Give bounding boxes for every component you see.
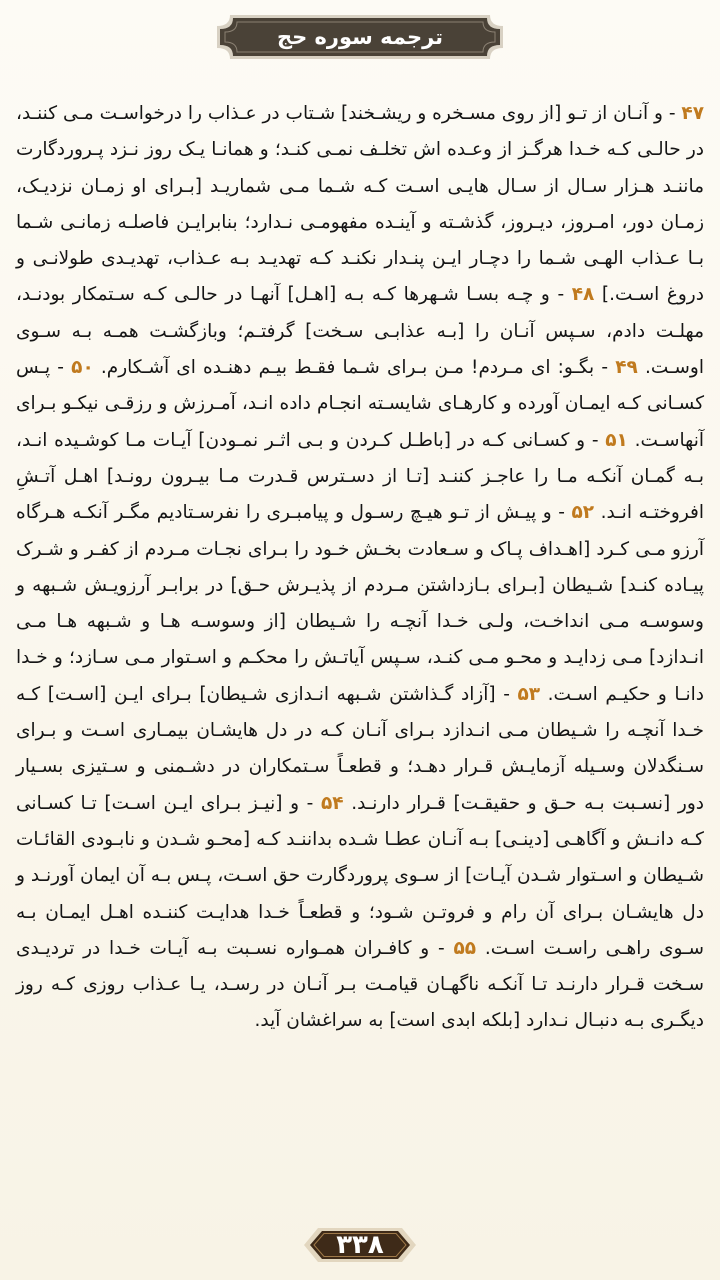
page-number-badge	[304, 1220, 416, 1270]
title-banner	[216, 14, 504, 60]
verse-number: ۴۸	[571, 284, 595, 306]
page-title: ترجمه سوره حج	[276, 25, 444, 49]
verse-text: و کسـانی کـه در [باطـل کـردن و بـی اثـر نمـودن] آیـات مـا کوشـیده انـد، بـه گمـان آنکـه مـا را عاجـز کننـد [تـا از دسـترس قـدرت مـا بیـرون رونـد] اهـل آتـشِ افروختـه انـد.	[16, 429, 705, 524]
verse-number: ۵۰	[71, 357, 94, 379]
verse-text: [آزاد گـذاشتن شـبهه انـدازی شـیطان] بـرای ایـن [اسـت] کـه خـدا آنچـه را شـیطان مـی انـدازد بـرای آنـان کـه در دل هایشـان بیمـاری اسـت و بـرای سـنگدلان وسـیله آزمایـش قـرار دهـد؛ و قطعـاً سـتمکاران در دشـمنی و سـتیزی بسـیار دور [نسـبت بـه حـق و حقیقـت] قـرار دارنـد.	[16, 683, 705, 814]
verse-number: ۴۷	[681, 103, 704, 124]
verse-text: بگـو: ای مـردم! مـن بـرای شـما فقـط بیـم دهنـده ای آشـکارم.	[100, 357, 595, 379]
verse-text: پـس کسـانی کـه ایمـان آورده و کارهـای شایسـته انجـام داده انـد، آمـرزش و رزقـی نیکـو بـرای آنهاسـت.	[16, 357, 704, 451]
verse-number: ۵۱	[605, 429, 628, 451]
verse-number: ۵۴	[320, 792, 344, 814]
verse-text: و چـه بسـا شـهرها کـه بـه [اهـل] آنهـا در حالـی کـه سـتمکار بودنـد، مهلـت دادم، سـپس آنـان را [بـه عذابـی سـخت] گرفتـم؛ وبازگشـت همـه بـه سـوی اوسـت.	[16, 284, 705, 379]
verse-number: ۵۳	[517, 683, 541, 705]
page-number: ۳۳۸	[336, 1230, 384, 1260]
translation-text: ۴۷ - و آنـان از تـو [از روی مسـخره و ریشـخند] شـتاب در عـذاب را درخواسـت مـی کننـد، در حالـی کـه خـدا هرگـز از وعـده اش تخلـف نمـی کنـد؛ و همانـا یـک روز نـزد پـروردگارت ماننـد هـزار سـال از سـال هایـی اسـت کـه شـما مـی شماریـد [بـرای او زمـان نزدیـک، زمـان دور، امـروز، دیـروز، گذشـته و آینـده مفهومـی نـدارد؛ بنابرایـن فاصلـه زمانـی شـما بـا عـذاب الهـی شـما را دچـار ایـن پنـدار نکنـد کـه تهدیـد بـه عـذاب، تهدیـدی طولانـی و دروغ اسـت.] ۴۸ - و چـه بسـا شـهرها کـه بـه [اهـل] آنهـا در حالـی کـه سـتمکار بودنـد، مهلـت دادم، سـپس آنـان را [بـه عذابـی سـخت] گرفتـم؛ وبازگشـت همـه بـه سـوی اوسـت. ۴۹ - بگـو: ای مـردم! مـن بـرای شـما فقـط بیـم دهنـده ای آشـکارم. ۵۰ - پـس کسـانی کـه ایمـان آورده و کارهـای شایسـته انجـام داده انـد، آمـرزش و رزقـی نیکـو بـرای آنهاسـت. ۵۱ - و کسـانی کـه در [باطـل کـردن و بـی اثـر نمـودن] آیـات مـا کوشـیده انـد، بـه گمـان آنکـه مـا را عاجـز کننـد [تـا از دسـترس قـدرت مـا بیـرون رونـد] اهـل آتـشِ افروختـه انـد. ۵۲ - و پیـش از تـو هیـچ رسـول و پیامبـری را نفرسـتادیم مگـر آنکـه هـرگاه آرزو مـی کـرد [اهـداف پـاک و سـعادت بخـش خـود را بـرای نجـات مـردم از کفـر و شـرک پیـاده کنـد] شـیطان [بـرای بـازداشتن مـردم از پذیـرش حـق] در برابـر آرزویـش شـبهه و وسوسـه مـی انداخـت، ولـی خـدا آنچـه را شـیطان [از وسوسـه هـا و شـبهه هـا مـی انـدازد] مـی زدایـد و محـو مـی کنـد، سـپس آیاتـش را محکـم و اسـتوار مـی سـازد؛ و خـدا دانـا و حکیـم اسـت. ۵۳ - [آزاد گـذاشتن شـبهه انـدازی شـیطان] بـرای ایـن [اسـت] کـه خـدا آنچـه را شـیطان مـی انـدازد بـرای آنـان کـه در دل هایشـان بیمـاری اسـت و بـرای سـنگدلان وسـیله آزمایـش قـرار دهـد؛ و قطعـاً سـتمکاران در دشـمنی و سـتیزی بسـیار دور [نسـبت بـه حـق و حقیقـت] قـرار دارنـد. ۵۴ - و [نیـز بـرای ایـن اسـت] تـا کسـانی کـه دانـش و آگاهـی [دینـی] بـه آنـان عطـا شـده بداننـد کـه [محـو شـدن و نابـودی القائـات شـیطان و اسـتوار شـدن آیـات] از سـوی پروردگارت حق اسـت، پـس بـه آن ایمان آورنـد و دل هایشـان بـرای آن رام و فروتـن شـود؛ و قطعـاً خـدا هدایـت کننـده اهـل ایمـان بـه سـوی راهـی راسـت اسـت. ۵۵ - و کافـران همـواره نسـبت بـه آیـات خـدا در تردیـدی سـخت قـرار دارنـد تـا آنکـه ناگهـان قیامـت بـر آنـان در رسـد، یـا عـذاب روزی کـه روز دیگـری بـه دنبـال نـدارد [بلکه ابدی است] به سراغشان آید.	[16, 103, 705, 1032]
verse-number: ۴۹	[615, 357, 638, 379]
verse-number: ۵۲	[571, 502, 595, 524]
verse-text: و کافـران همـواره نسـبت بـه آیـات خـدا در تردیـدی سـخت قـرار دارنـد تـا آنکـه ناگهـان قیامـت بـر آنـان در رسـد، یـا عـذاب روزی کـه روز دیگـری بـه دنبـال نـدارد [بلکه ابدی است] به سراغشان آید.	[16, 937, 704, 1032]
verse-text: و پیـش از تـو هیـچ رسـول و پیامبـری را نفرسـتادیم مگـر آنکـه هـرگاه آرزو مـی کـرد [اهـداف پـاک و سـعادت بخـش خـود را بـرای نجـات مـردم از کفـر و شـرک پیـاده کنـد] شـیطان [بـرای بـازداشتن مـردم از پذیـرش حـق] در برابـر آرزویـش شـبهه و وسوسـه مـی انداخـت، ولـی خـدا آنچـه را شـیطان [از وسوسـه هـا و شـبهه هـا مـی انـدازد] مـی زدایـد و محـو مـی کنـد، سـپس آیاتـش را محکـم و اسـتوار مـی سـازد؛ و خـدا دانـا و حکیـم اسـت.	[16, 502, 704, 705]
verse-number: ۵۵	[453, 937, 477, 959]
verse-text: و آنـان از تـو [از روی مسـخره و ریشـخند] شـتاب در عـذاب را درخواسـت مـی کننـد، در حالـی کـه خـدا هرگـز از وعـده اش تخلـف نمـی کنـد؛ و همانـا یـک روز نـزد پـروردگارت ماننـد هـزار سـال از سـال هایـی اسـت کـه شـما مـی شماریـد [بـرای او زمـان نزدیـک، زمـان دور، امـروز، دیـروز، گذشـته و آینـده مفهومـی نـدارد؛ بنابرایـن فاصلـه زمانـی شـما بـا عـذاب الهـی شـما را دچـار ایـن پنـدار نکنـد کـه تهدیـد بـه عـذاب، تهدیـدی طولانـی و دروغ اسـت.]	[16, 103, 704, 306]
verse-text: و [نیـز بـرای ایـن اسـت] تـا کسـانی کـه دانـش و آگاهـی [دینـی] بـه آنـان عطـا شـده بداننـد کـه [محـو شـدن و نابـودی القائـات شـیطان و اسـتوار شـدن آیـات] از سـوی پروردگارت حق اسـت، پـس بـه آن ایمان آورنـد و دل هایشـان بـرای آن رام و فروتـن شـود؛ و قطعـاً خـدا هدایـت کننـده اهـل ایمـان بـه سـوی راهـی راسـت اسـت.	[16, 792, 705, 959]
